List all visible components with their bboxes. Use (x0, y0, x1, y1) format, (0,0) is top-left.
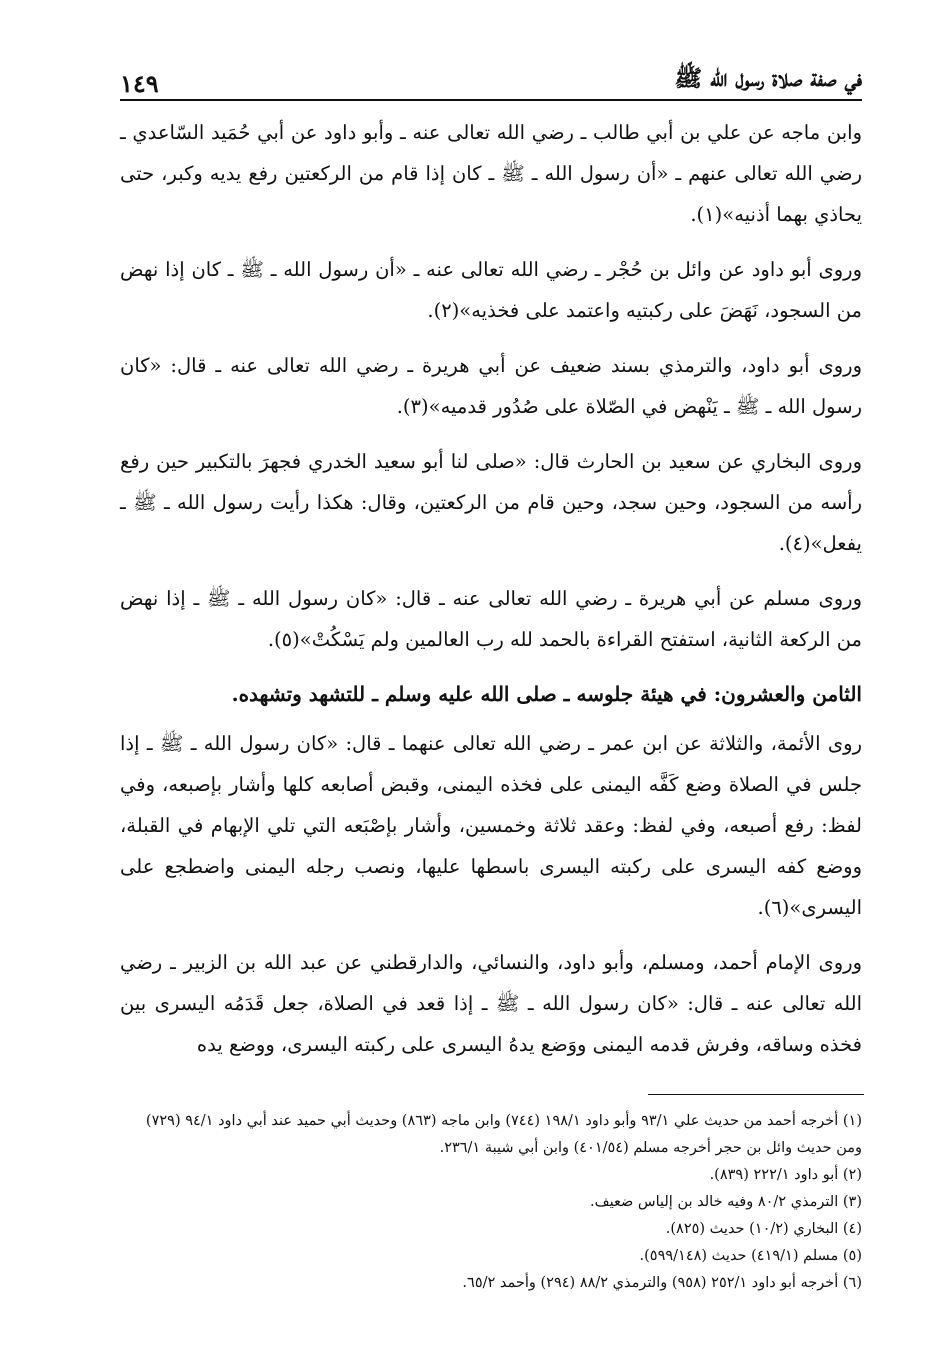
paragraph: وروى أبو داود، والترمذي بسند ضعيف عن أبي هريرة ـ رضي الله تعالى عنه ـ قال: «كان رسول الله ـ ﷺ ـ يَنْهض في الصّلاة على صُدُور قدميه»(٣). (120, 354, 862, 418)
footnote: (٣) الترمذي ٨٠/٢ وفيه خالد بن إلياس ضعيف. (589, 1194, 862, 1210)
paragraph: وابن ماجه عن علي بن أبي طالب ـ رضي الله تعالى عنه ـ وأبو داود عن أبي حُمَيد السّاعدي ـ رضي الله تعالى عنهم ـ «أن رسول الله ـ ﷺ ـ كان إذا قام من الركعتين رفع يديه وكبر، حتى يحاذي بهما أذنيه»(١). (120, 121, 862, 226)
body-text (120, 112, 862, 1079)
footnote: (٤) البخاري (١٠/٢) حديث (٨٢٥). (665, 1221, 862, 1237)
footnote: (٥) مسلم (٤١٩/١) حديث (٥٩٩/١٤٨). (639, 1248, 862, 1264)
footnote-rule (648, 1094, 864, 1095)
paragraph: وروى الإمام أحمد، ومسلم، وأبو داود، والنسائي، والدارقطني عن عبد الله بن الزبير ـ رضي الله تعالى عنه ـ قال: «كان رسول الله ـ ﷺ ـ إذا قعد في الصلاة، جعل قَدَمُه اليسرى بين فخذه وساقه، وفرش قدمه اليمنى ووَضع يدهُ اليسرى على ركبته اليسرى، ووضع يده (120, 951, 862, 1056)
footnote: (١) أخرجه أحمد من حديث علي ٩٣/١ وأبو داود ١٩٨/١ (٧٤٤) وابن ماجه (٨٦٣) وحديث أبي حميد عند أبي داود ٩٤/١ (٧٢٩) ومن حديث وائل بن حجر أخرجه مسلم (٤٠١/٥٤) وابن أبي شيبة ٢٣٦/١. (145, 1113, 862, 1156)
paragraph: وروى البخاري عن سعيد بن الحارث قال: «صلى لنا أبو سعيد الخدري فجهرَ بالتكبير حين رفع رأسه من السجود، وحين سجد، وحين قام من الركعتين، وقال: هكذا رأيت رسول الله ـ ﷺ ـ يفعل»(٤). (120, 450, 862, 555)
footnote: (٢) أبو داود ٢٢٢/١ (٨٣٩). (709, 1167, 862, 1183)
footnote: (٦) أخرجه أبو داود ٢٥٢/١ (٩٥٨) والترمذي ٨٨/٢ (٢٩٤) وأحمد ٦٥/٢. (462, 1275, 862, 1291)
paragraph: وروى أبو داود عن وائل بن حُجْر ـ رضي الله تعالى عنه ـ «أن رسول الله ـ ﷺ ـ كان إذا نهض من السجود، نَهَضَ على ركبتيه واعتمد على فخذيه»(٢). (120, 258, 862, 322)
running-title: في صفة صلاة رسول الله ﷺ (674, 65, 862, 92)
paragraph: روى الأئمة، والثلاثة عن ابن عمر ـ رضي الله تعالى عنهما ـ قال: «كان رسول الله ـ ﷺ ـ إذا جلس في الصلاة وضع كَفَّه اليمنى على فخذه اليمنى، وقبض أصابعه كلها وأشار بإصبعه، وفي لفظ: رفع أصبعه، وفي لفظ: وعقد ثلاثة وخمسين، وأشار بإصْبَعه التي تلي الإبهام في القبلة، ووضع كفه اليسرى على ركبته اليسرى باسطها عليها، ونصب رجله اليمنى واضطجع على اليسرى»(٦). (120, 732, 862, 919)
paragraph: وروى مسلم عن أبي هريرة ـ رضي الله تعالى عنه ـ قال: «كان رسول الله ـ ﷺ ـ إذا نهض من الركعة الثانية، استفتح القراءة بالحمد لله رب العالمين ولم يَسْكُتْ»(٥). (120, 587, 862, 651)
header-rule (120, 99, 862, 101)
section-heading: الثامن والعشرون: في هيئة جلوسه ـ صلى الله عليه وسلم ـ للتشهد وتشهده. (231, 682, 862, 706)
footnotes (120, 1108, 862, 1297)
page-number: ١٤٩ (120, 69, 159, 98)
page-header (120, 58, 862, 98)
